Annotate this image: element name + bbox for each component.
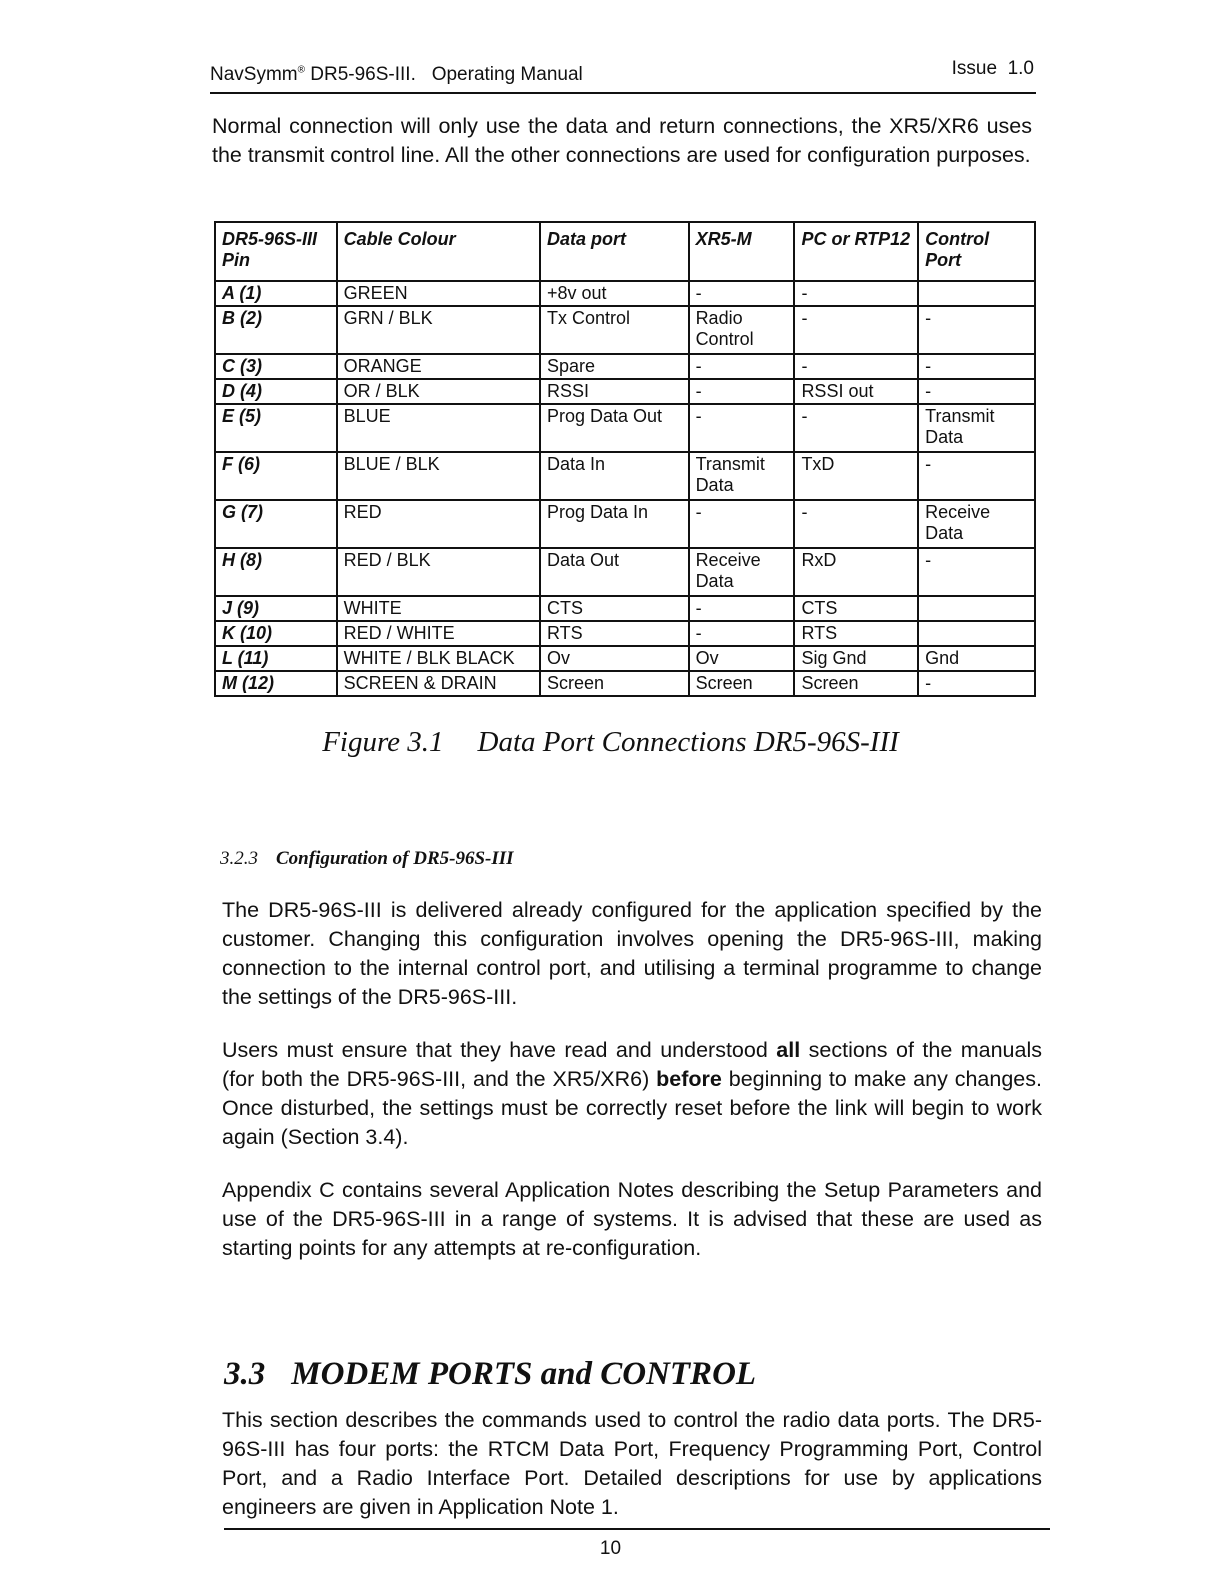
table-cell: - bbox=[689, 500, 795, 548]
figure-number: Figure 3.1 bbox=[322, 726, 444, 758]
table-cell: - bbox=[918, 354, 1035, 379]
pin-cell: D (4) bbox=[215, 379, 337, 404]
table-cell: RSSI out bbox=[794, 379, 918, 404]
table-cell: RED / BLK bbox=[337, 548, 540, 596]
pin-cell: B (2) bbox=[215, 306, 337, 354]
figure-title: Data Port Connections DR5-96S-III bbox=[477, 726, 899, 758]
table-row bbox=[215, 404, 1035, 452]
column-header: XR5-M bbox=[689, 222, 795, 281]
table-row bbox=[215, 354, 1035, 379]
pin-cell: M (12) bbox=[215, 671, 337, 696]
table-cell: Data In bbox=[540, 452, 689, 500]
table-cell: - bbox=[689, 596, 795, 621]
table-header-row bbox=[215, 222, 1035, 281]
table-cell: RED bbox=[337, 500, 540, 548]
table-cell: - bbox=[794, 306, 918, 354]
page-number: 10 bbox=[599, 1538, 622, 1559]
section-title: MODEM PORTS and CONTROL bbox=[291, 1356, 757, 1392]
column-header: PC or RTP12 bbox=[794, 222, 918, 281]
issue-label: Issue 1.0 bbox=[951, 58, 1034, 79]
section-number: 3.2.3 bbox=[220, 848, 258, 869]
table-cell: Ov bbox=[540, 646, 689, 671]
table-cell: Spare bbox=[540, 354, 689, 379]
column-header: Data port bbox=[540, 222, 689, 281]
intro-paragraph: Normal connection will only use the data and return connections, the XR5/XR6 uses the transmit control line. All the other connections are used for configuration purposes. bbox=[212, 114, 1032, 167]
table-cell: Screen bbox=[794, 671, 918, 696]
table-row bbox=[215, 548, 1035, 596]
table-cell: Ov bbox=[689, 646, 795, 671]
table-cell: GRN / BLK bbox=[337, 306, 540, 354]
pin-cell: L (11) bbox=[215, 646, 337, 671]
column-header: DR5-96S-III Pin bbox=[215, 222, 337, 281]
table-cell: RTS bbox=[794, 621, 918, 646]
table-cell: RSSI bbox=[540, 379, 689, 404]
table-row bbox=[215, 500, 1035, 548]
table-cell: - bbox=[918, 671, 1035, 696]
table-cell: Transmit Data bbox=[918, 404, 1035, 452]
table-cell: - bbox=[918, 452, 1035, 500]
header-title: NavSymm® DR5-96S-III. Operating Manual bbox=[210, 64, 583, 85]
table-cell: +8v out bbox=[540, 281, 689, 306]
column-header: Cable Colour bbox=[337, 222, 540, 281]
footer-rule bbox=[224, 1528, 1050, 1530]
table-cell: RTS bbox=[540, 621, 689, 646]
table-row bbox=[215, 281, 1035, 306]
table-row bbox=[215, 379, 1035, 404]
pin-cell: H (8) bbox=[215, 548, 337, 596]
table-body bbox=[215, 281, 1035, 696]
table-cell: Transmit Data bbox=[689, 452, 795, 500]
table-cell: Receive Data bbox=[689, 548, 795, 596]
table-row bbox=[215, 671, 1035, 696]
table-row bbox=[215, 306, 1035, 354]
table-cell: Gnd bbox=[918, 646, 1035, 671]
table-cell: BLUE / BLK bbox=[337, 452, 540, 500]
section-heading-3-2-3 bbox=[220, 848, 514, 870]
table-cell: - bbox=[794, 500, 918, 548]
table-cell: - bbox=[689, 354, 795, 379]
warning-paragraph: Users must ensure that they have read and understood all sections of the manuals (for both the DR5-96S-III, and the XR5/XR6) before beginning to make any changes. Once disturbed, the settings must be correctly reset before the link will begin to work again (Section 3.4). bbox=[222, 1038, 1043, 1149]
pin-cell: J (9) bbox=[215, 596, 337, 621]
table-cell: GREEN bbox=[337, 281, 540, 306]
table-row bbox=[215, 646, 1035, 671]
table-cell: Prog Data Out bbox=[540, 404, 689, 452]
table-cell bbox=[918, 281, 1035, 306]
config-paragraph: The DR5-96S-III is delivered already configured for the application specified by the customer. Changing this configuration involves opening the DR5-96S-III, making connection to the internal control port, and utilising a terminal programme to change the settings of the DR5-96S-III. bbox=[222, 898, 1042, 1009]
page-header bbox=[210, 56, 1036, 94]
pin-cell: K (10) bbox=[215, 621, 337, 646]
table-cell: CTS bbox=[540, 596, 689, 621]
table-cell: WHITE bbox=[337, 596, 540, 621]
table-row bbox=[215, 452, 1035, 500]
pin-cell: E (5) bbox=[215, 404, 337, 452]
table-cell: - bbox=[918, 379, 1035, 404]
pin-cell: C (3) bbox=[215, 354, 337, 379]
table-cell: OR / BLK bbox=[337, 379, 540, 404]
table-row bbox=[215, 621, 1035, 646]
table-cell: RED / WHITE bbox=[337, 621, 540, 646]
table-cell bbox=[918, 621, 1035, 646]
table-cell bbox=[918, 596, 1035, 621]
pin-cell: G (7) bbox=[215, 500, 337, 548]
column-header: Control Port bbox=[918, 222, 1035, 281]
table-cell: Screen bbox=[540, 671, 689, 696]
figure-caption bbox=[0, 726, 1221, 759]
table-cell: Receive Data bbox=[918, 500, 1035, 548]
table-cell: - bbox=[689, 404, 795, 452]
pin-cell: F (6) bbox=[215, 452, 337, 500]
table-cell: BLUE bbox=[337, 404, 540, 452]
table-cell: - bbox=[689, 379, 795, 404]
table-cell: Screen bbox=[689, 671, 795, 696]
modem-ports-paragraph: This section describes the commands used to control the radio data ports. The DR5-96S-III has four ports: the RTCM Data Port, Frequency Programming Port, Control Port, and a Radio Interface Port. Detailed descriptions for use by applications engineers are given in Application Note 1. bbox=[222, 1408, 1042, 1519]
table-cell: - bbox=[689, 281, 795, 306]
appendix-paragraph: Appendix C contains several Application Notes describing the Setup Parameters and use of the DR5-96S-III in a range of systems. It is advised that these are used as starting points for any attempts at re-configuration. bbox=[222, 1178, 1042, 1260]
data-port-table bbox=[214, 221, 1036, 697]
table-cell: Radio Control bbox=[689, 306, 795, 354]
table-cell: TxD bbox=[794, 452, 918, 500]
section-title: Configuration of DR5-96S-III bbox=[276, 848, 514, 869]
table-cell: - bbox=[794, 354, 918, 379]
table-row bbox=[215, 596, 1035, 621]
table-cell: CTS bbox=[794, 596, 918, 621]
table-cell: WHITE / BLK BLACK bbox=[337, 646, 540, 671]
table-cell: - bbox=[794, 281, 918, 306]
table-cell: RxD bbox=[794, 548, 918, 596]
section-heading-3-3 bbox=[224, 1356, 756, 1393]
table-cell: - bbox=[918, 306, 1035, 354]
table-cell: Tx Control bbox=[540, 306, 689, 354]
section-number: 3.3 bbox=[224, 1356, 266, 1392]
table-cell: Prog Data In bbox=[540, 500, 689, 548]
pin-cell: A (1) bbox=[215, 281, 337, 306]
table-cell: Data Out bbox=[540, 548, 689, 596]
table-cell: - bbox=[918, 548, 1035, 596]
table-cell: - bbox=[689, 621, 795, 646]
table-cell: SCREEN & DRAIN bbox=[337, 671, 540, 696]
table-cell: - bbox=[794, 404, 918, 452]
table-cell: ORANGE bbox=[337, 354, 540, 379]
table-cell: Sig Gnd bbox=[794, 646, 918, 671]
